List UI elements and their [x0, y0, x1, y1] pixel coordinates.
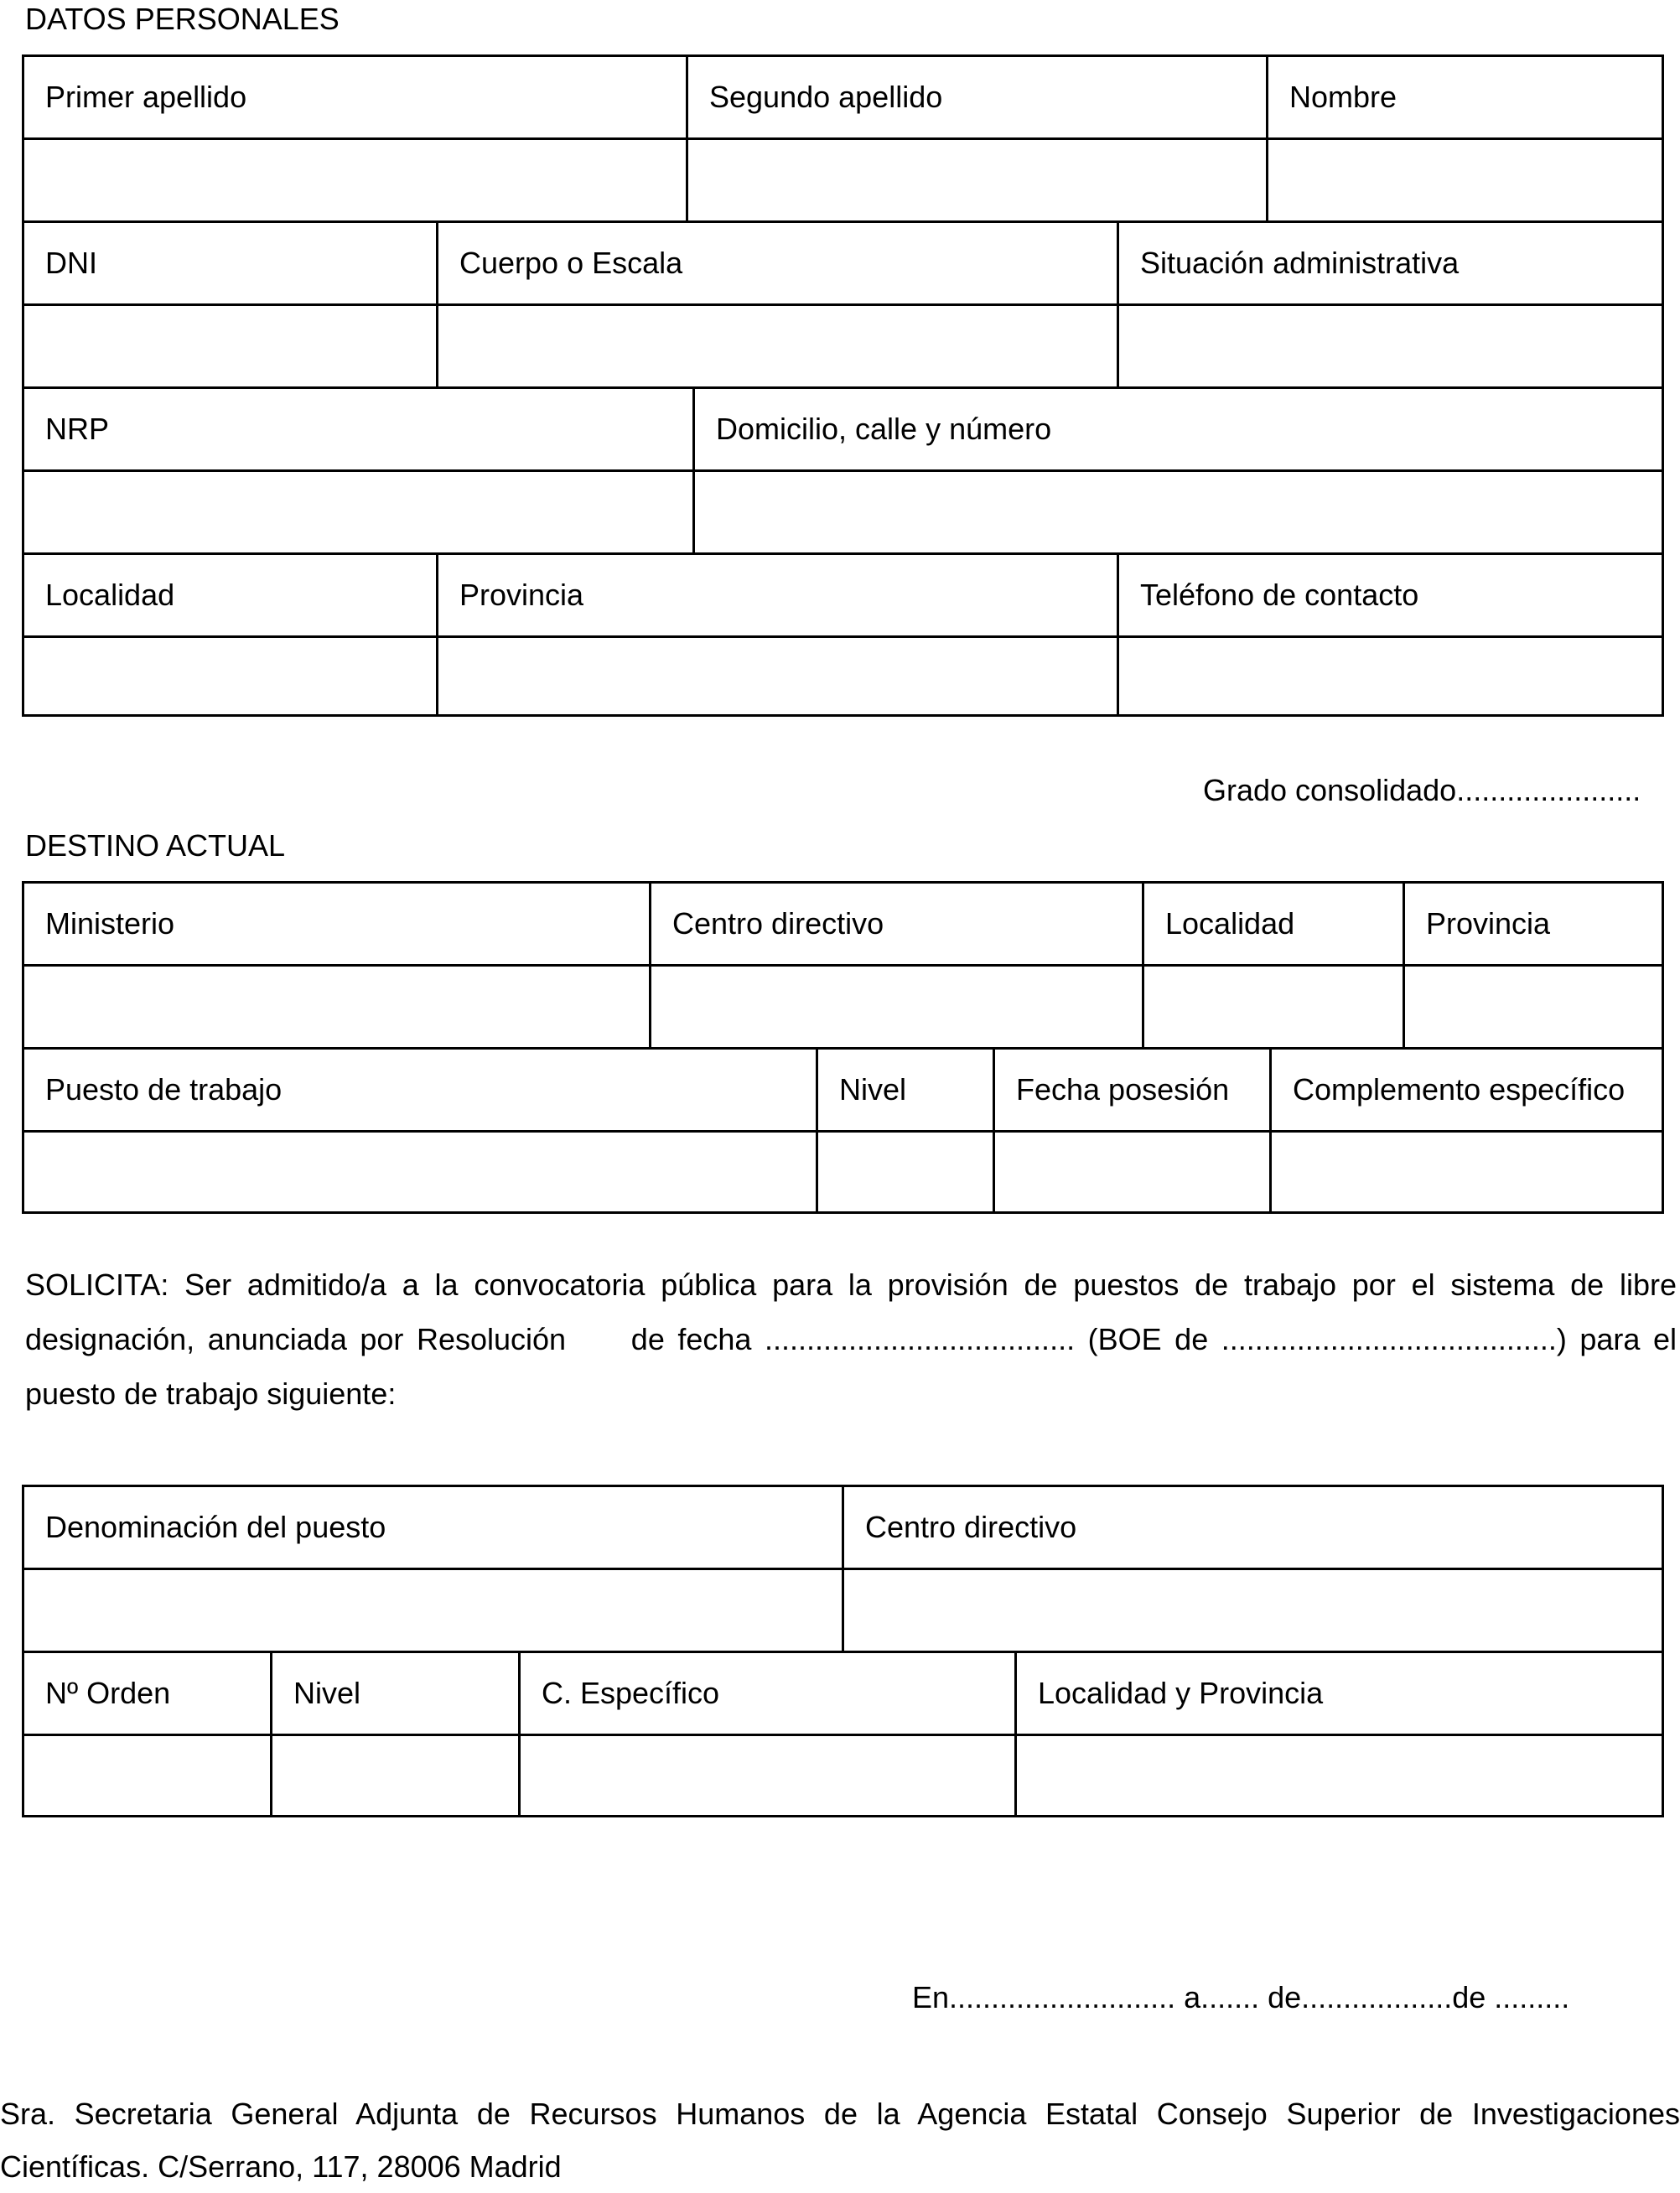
table-row — [24, 638, 1662, 717]
destinatario-line-1: Sra. Secretaria General Adjunta de Recursos Humanos de la Agencia Estatal Consejo Superior de Investigaciones — [0, 2097, 1680, 2131]
dni-field[interactable] — [24, 306, 438, 386]
c-especifico-field[interactable] — [521, 1736, 1017, 1815]
numero-orden-label: Nº Orden — [24, 1653, 272, 1734]
table-row — [24, 555, 1662, 635]
localidad-label: Localidad — [1144, 884, 1405, 964]
cuerpo-escala-field[interactable] — [438, 306, 1119, 386]
ministerio-field[interactable] — [24, 967, 651, 1047]
puesto-trabajo-field[interactable] — [24, 1133, 818, 1211]
table-row — [24, 306, 1662, 386]
nivel-field[interactable] — [818, 1133, 995, 1211]
destino-actual-table — [22, 881, 1664, 1214]
table-row — [24, 1133, 1662, 1211]
solicita-line-3: puesto de trabajo siguiente: — [25, 1376, 397, 1411]
table-row — [24, 140, 1662, 220]
table-row — [24, 57, 1662, 137]
provincia-label: Provincia — [438, 555, 1119, 635]
complemento-especifico-label: Complemento específico — [1293, 1072, 1626, 1107]
centro-directivo-label: Centro directivo — [651, 884, 1144, 964]
localidad-field[interactable] — [1144, 967, 1405, 1047]
cuerpo-escala-label: Cuerpo o Escala — [438, 223, 1119, 303]
table-row — [24, 1736, 1662, 1815]
table-row — [24, 472, 1662, 552]
table-row — [24, 884, 1662, 964]
section-title-datos-personales: DATOS PERSONALES — [25, 2, 340, 36]
provincia-field[interactable] — [438, 638, 1119, 717]
segundo-apellido-label: Segundo apellido — [688, 57, 1268, 137]
fecha-posesion-label: Fecha posesión — [995, 1050, 1272, 1130]
centro-directivo-field[interactable] — [844, 1570, 1662, 1651]
section-title-destino-actual: DESTINO ACTUAL — [25, 828, 286, 863]
segundo-apellido-field[interactable] — [688, 140, 1268, 220]
fecha-posesion-field[interactable] — [995, 1133, 1272, 1211]
primer-apellido-label: Primer apellido — [24, 57, 688, 137]
situacion-administrativa-field[interactable] — [1119, 306, 1662, 386]
provincia-label: Provincia — [1426, 906, 1551, 941]
nivel-label: Nivel — [272, 1653, 521, 1734]
domicilio-field[interactable] — [695, 472, 1662, 552]
domicilio-label: Domicilio, calle y número — [716, 412, 1052, 446]
nivel-label: Nivel — [818, 1050, 995, 1130]
localidad-provincia-label: Localidad y Provincia — [1038, 1676, 1324, 1710]
primer-apellido-field[interactable] — [24, 140, 688, 220]
telefono-label: Teléfono de contacto — [1140, 578, 1419, 612]
telefono-field[interactable] — [1119, 638, 1662, 717]
solicita-line-2: designación, anunciada por Resolución de fecha ..................................... (BOE de ........................................) para el — [25, 1322, 1677, 1356]
centro-directivo-field[interactable] — [651, 967, 1144, 1047]
datos-personales-table — [22, 54, 1664, 717]
numero-orden-field[interactable] — [24, 1736, 272, 1815]
ministerio-label: Ministerio — [24, 884, 651, 964]
denominacion-puesto-field[interactable] — [24, 1570, 844, 1651]
solicita-line-1: SOLICITA: Ser admitido/a a la convocatoria pública para la provisión de puestos de trabajo por el sistema de libre — [25, 1268, 1677, 1302]
localidad-field[interactable] — [24, 638, 438, 717]
denominacion-puesto-label: Denominación del puesto — [24, 1487, 844, 1568]
table-row — [24, 1653, 1662, 1734]
table-row — [24, 967, 1662, 1047]
puesto-trabajo-label: Puesto de trabajo — [24, 1050, 818, 1130]
table-row — [24, 389, 1662, 469]
nombre-field[interactable] — [1268, 140, 1662, 220]
localidad-label: Localidad — [24, 555, 438, 635]
fecha-lugar-firma: En........................... a....... de..................de ......... — [912, 1980, 1570, 2014]
nrp-label: NRP — [24, 389, 695, 469]
table-row — [24, 223, 1662, 303]
destinatario-line-2: Científicas. C/Serrano, 117, 28006 Madrid — [0, 2149, 562, 2184]
nombre-label: Nombre — [1289, 80, 1397, 114]
grado-consolidado: Grado consolidado...................... — [1203, 773, 1641, 807]
localidad-provincia-field[interactable] — [1017, 1736, 1662, 1815]
dni-label: DNI — [24, 223, 438, 303]
situacion-administrativa-label: Situación administrativa — [1140, 246, 1460, 280]
puesto-solicitado-table — [22, 1485, 1664, 1817]
table-row — [24, 1050, 1662, 1130]
table-row — [24, 1487, 1662, 1568]
table-row — [24, 1570, 1662, 1651]
nrp-field[interactable] — [24, 472, 695, 552]
c-especifico-label: C. Específico — [521, 1653, 1017, 1734]
provincia-field[interactable] — [1405, 967, 1662, 1047]
centro-directivo-label: Centro directivo — [865, 1510, 1077, 1544]
nivel-field[interactable] — [272, 1736, 521, 1815]
solicita-paragraph — [25, 1257, 1677, 1421]
destinatario — [0, 2087, 1680, 2193]
complemento-especifico-field[interactable] — [1272, 1133, 1662, 1211]
